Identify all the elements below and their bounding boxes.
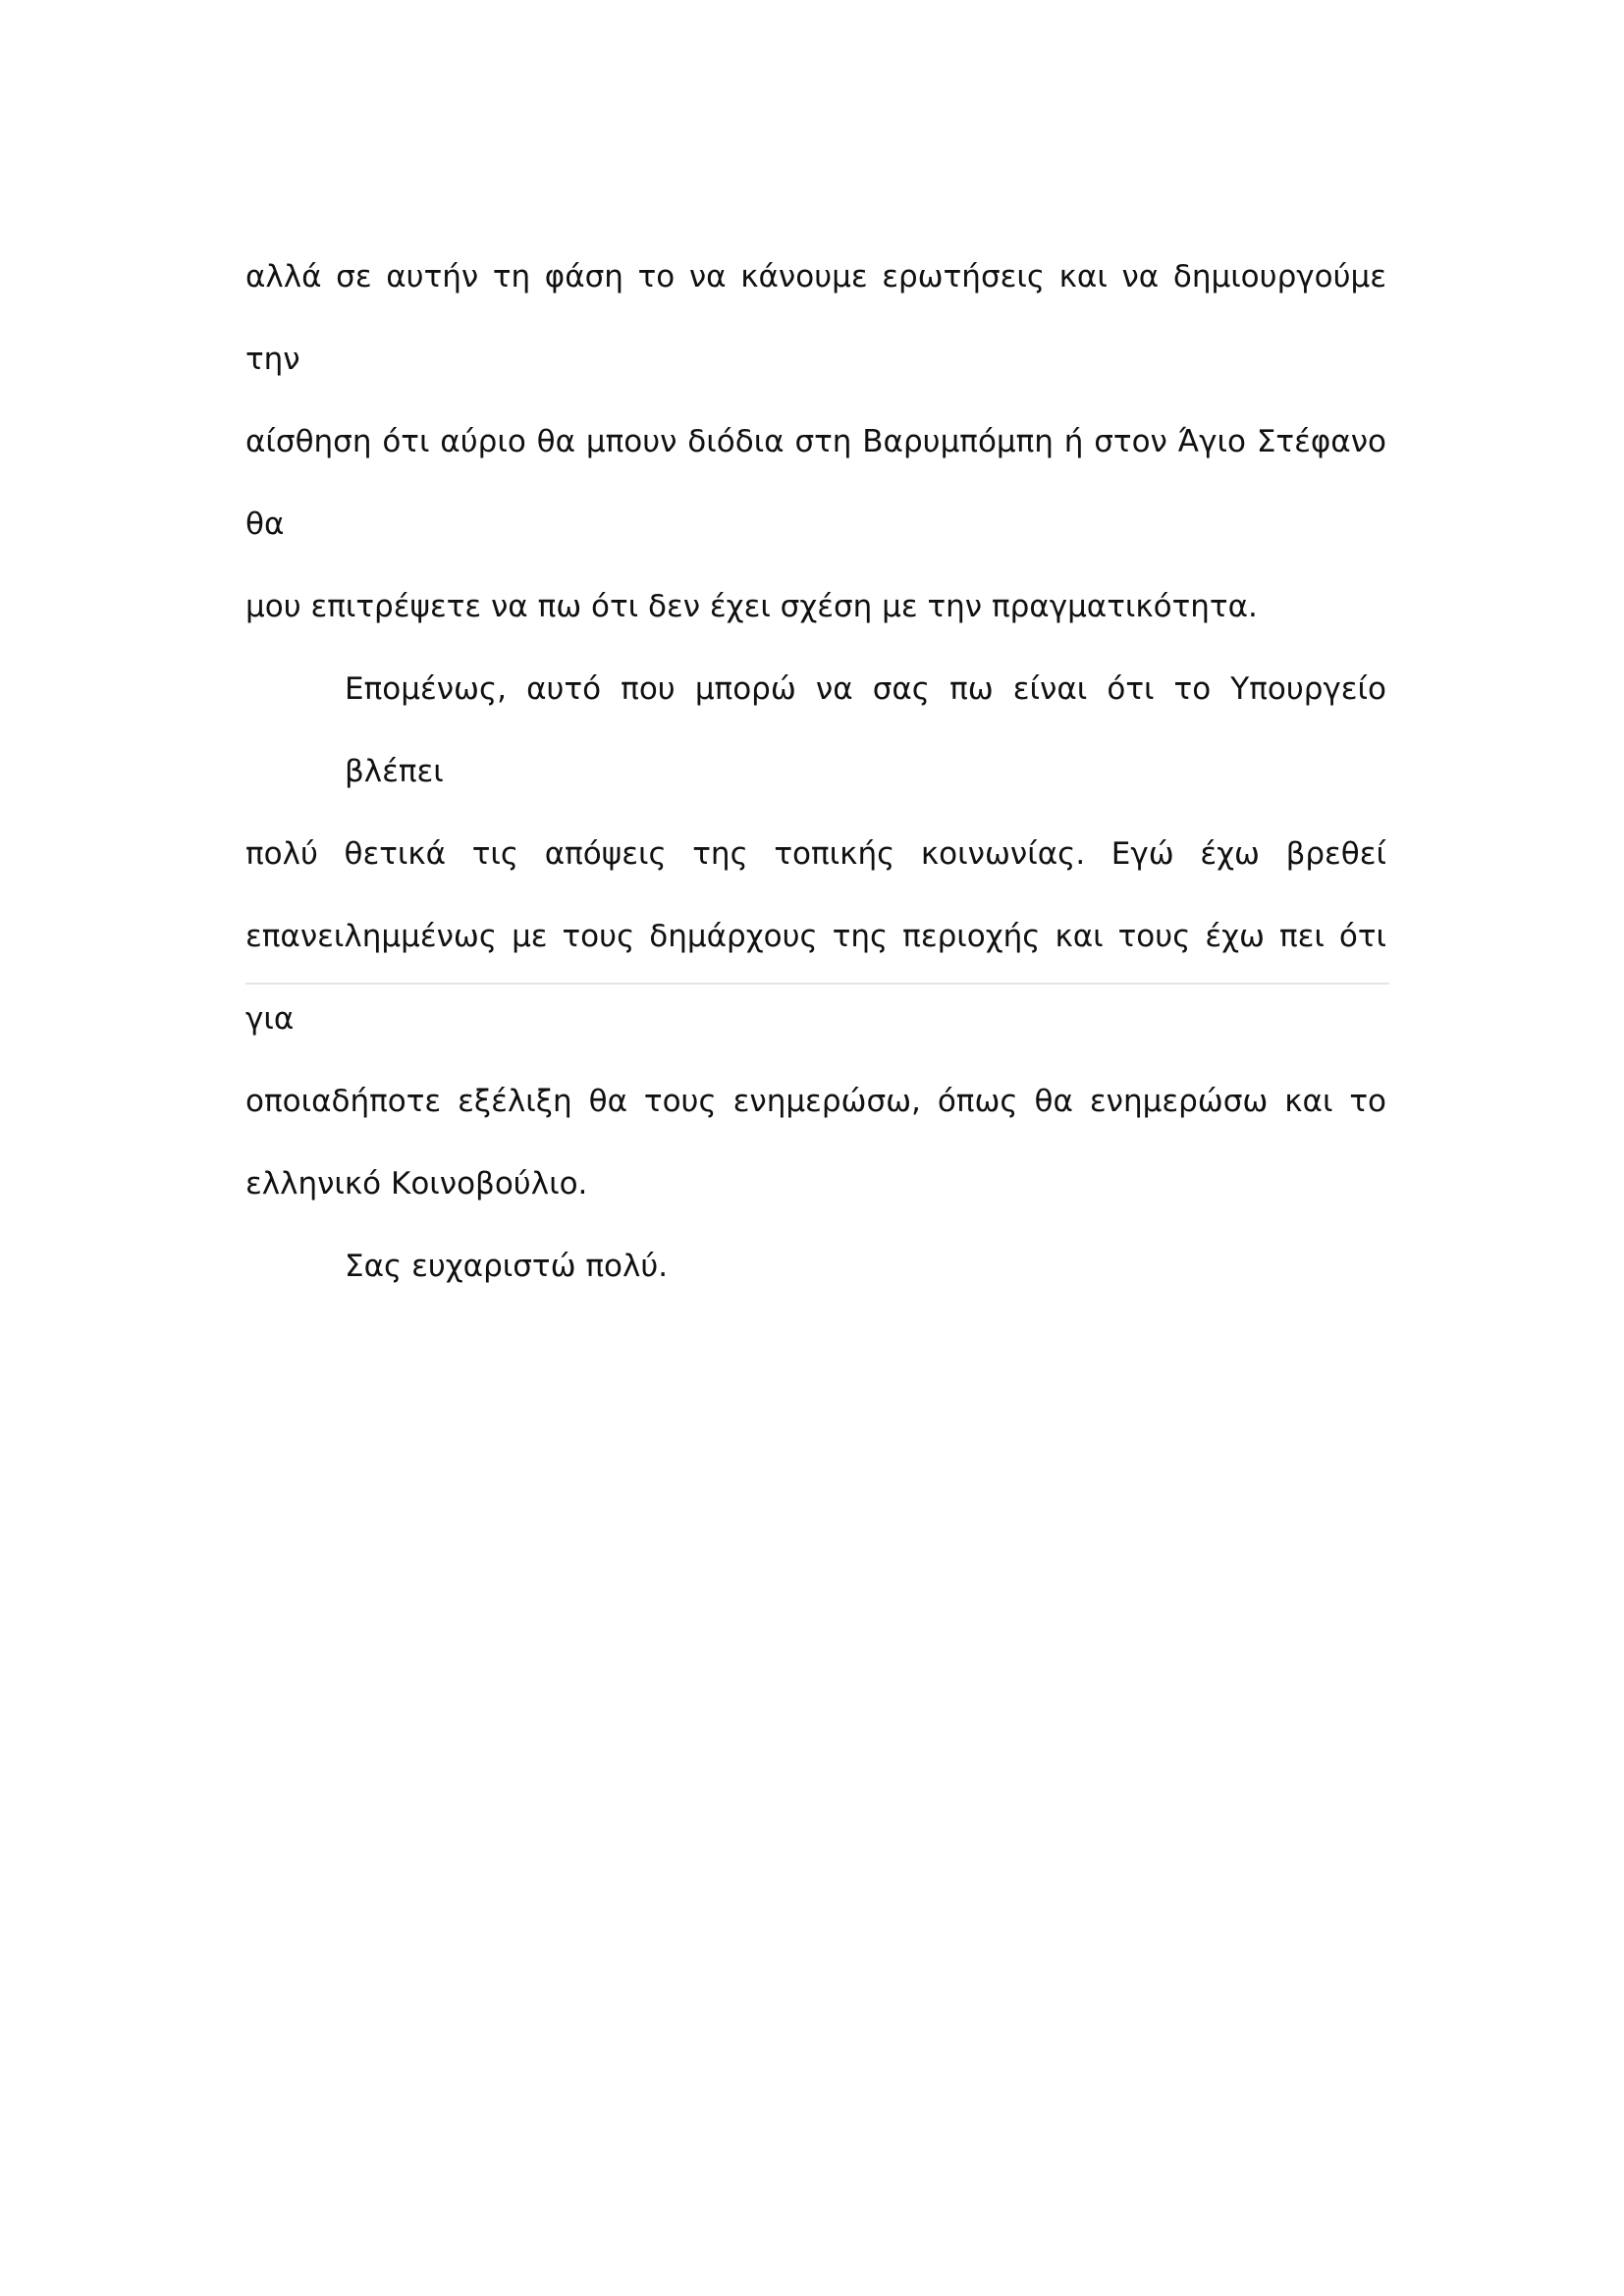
text-line: μου επιτρέψετε να πω ότι δεν έχει σχέση με την πραγματικότητα. [245,589,1258,624]
text-line: Σας ευχαριστώ πολύ. [345,1249,669,1284]
text-line: αίσθηση ότι αύριο θα μπουν διόδια στη Βαρυμπόμπη ή στον Άγιο Στέφανο θα [245,424,1386,542]
text-line: πολύ θετικά τις απόψεις της τοπικής κοινωνίας. Εγώ έχω βρεθεί [245,836,1386,872]
footer-divider [245,983,1389,985]
text-line: ελληνικό Κοινοβούλιο. [245,1166,588,1201]
paragraph-2 [245,648,1386,1225]
text-line: οποιαδήποτε εξέλιξη θα τους ενημερώσω, όπως θα ενημερώσω και το [245,1084,1386,1119]
paragraph-1 [245,236,1386,648]
paragraph-3 [245,1225,1386,1308]
text-line: επανειλημμένως με τους δημάρχους της περιοχής και τους έχω πει ότι για [245,919,1386,1037]
text-line: Επομένως, αυτό που μπορώ να σας πω είναι ότι το Υπουργείο βλέπει [345,671,1386,789]
text-line: αλλά σε αυτήν τη φάση το να κάνουμε ερωτήσεις και να δημιουργούμε την [245,259,1386,377]
document-body [245,236,1386,1308]
